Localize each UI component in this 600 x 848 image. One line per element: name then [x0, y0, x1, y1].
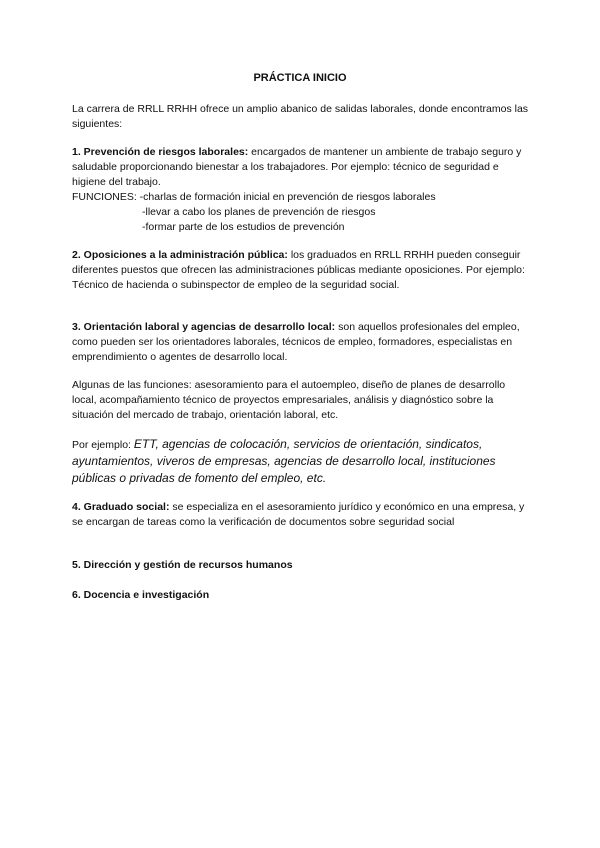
section-2-paragraph: [72, 248, 532, 293]
section-3-example: [72, 436, 532, 487]
intro-text: La carrera de RRLL RRHH ofrece un amplio abanico de salidas laborales, donde encontramos las siguientes:: [72, 103, 529, 130]
section-3-functions: [72, 378, 532, 423]
section-3-functions-text: Algunas de las funciones: asesoramiento para el autoempleo, diseño de planes de desarrollo local, acompañamiento técnico de proyectos empresariales, análisis y diagnóstico sobre la situación del mercado de trabajo, orientación laboral, etc.: [72, 379, 506, 421]
section-1-heading: 1. Prevención de riesgos laborales:: [72, 146, 249, 158]
section-3-heading: 3. Orientación laboral y agencias de desarrollo local:: [72, 321, 336, 333]
section-3-example-paragraph: [72, 436, 532, 487]
section-5-heading: 5. Dirección y gestión de recursos humanos: [72, 559, 293, 571]
function-item: -charlas de formación inicial en prevención de riesgos laborales: [139, 191, 436, 203]
function-item: -llevar a cabo los planes de prevención de riesgos: [142, 206, 376, 218]
section-3: [72, 320, 532, 365]
page-title: PRÁCTICA INICIO: [253, 72, 347, 84]
section-3-paragraph: [72, 320, 532, 365]
section-6: [72, 588, 532, 603]
example-label: Por ejemplo:: [72, 439, 134, 451]
section-1: [72, 145, 532, 235]
section-4-heading: 4. Graduado social:: [72, 501, 170, 513]
section-3-text: son aquellos profesionales del empleo, como pueden ser los orientadores laborales, técnicos de empleo, formadores, especialistas en emprendimiento o agentes de desarrollo local.: [72, 321, 520, 363]
section-4: [72, 500, 532, 530]
function-item: -formar parte de los estudios de prevención: [142, 221, 345, 233]
section-2-heading: 2. Oposiciones a la administración pública:: [72, 249, 288, 261]
section-1-text: encargados de mantener un ambiente de trabajo seguro y saludable proporcionando bienestar a los trabajadores. Por ejemplo: técnico de seguridad e higiene del trabajo.: [72, 146, 522, 188]
section-2: [72, 248, 532, 293]
functions-label: FUNCIONES:: [72, 191, 140, 203]
functions-line-1: [72, 190, 532, 205]
section-4-text: se especializa en el asesoramiento jurídico y económico en una empresa, y se encargan de tareas como la verificación de documentos sobre seguridad social: [72, 501, 525, 528]
intro-paragraph: [72, 102, 532, 132]
section-4-paragraph: [72, 500, 532, 530]
section-5: [72, 558, 532, 573]
section-6-heading: 6. Docencia e investigación: [72, 589, 210, 601]
section-2-text: los graduados en RRLL RRHH pueden conseguir diferentes puestos que ofrecen las administraciones públicas mediante oposiciones. Por ejemplo: Técnico de hacienda o subinspector de empleo de la seguridad social.: [72, 249, 525, 291]
section-1-paragraph: [72, 145, 532, 190]
example-text: ETT, agencias de colocación, servicios de orientación, sindicatos, ayuntamientos, viveros de empresas, agencias de desarrollo local, instituciones públicas o privadas de fomento del empleo, etc.: [72, 437, 496, 485]
